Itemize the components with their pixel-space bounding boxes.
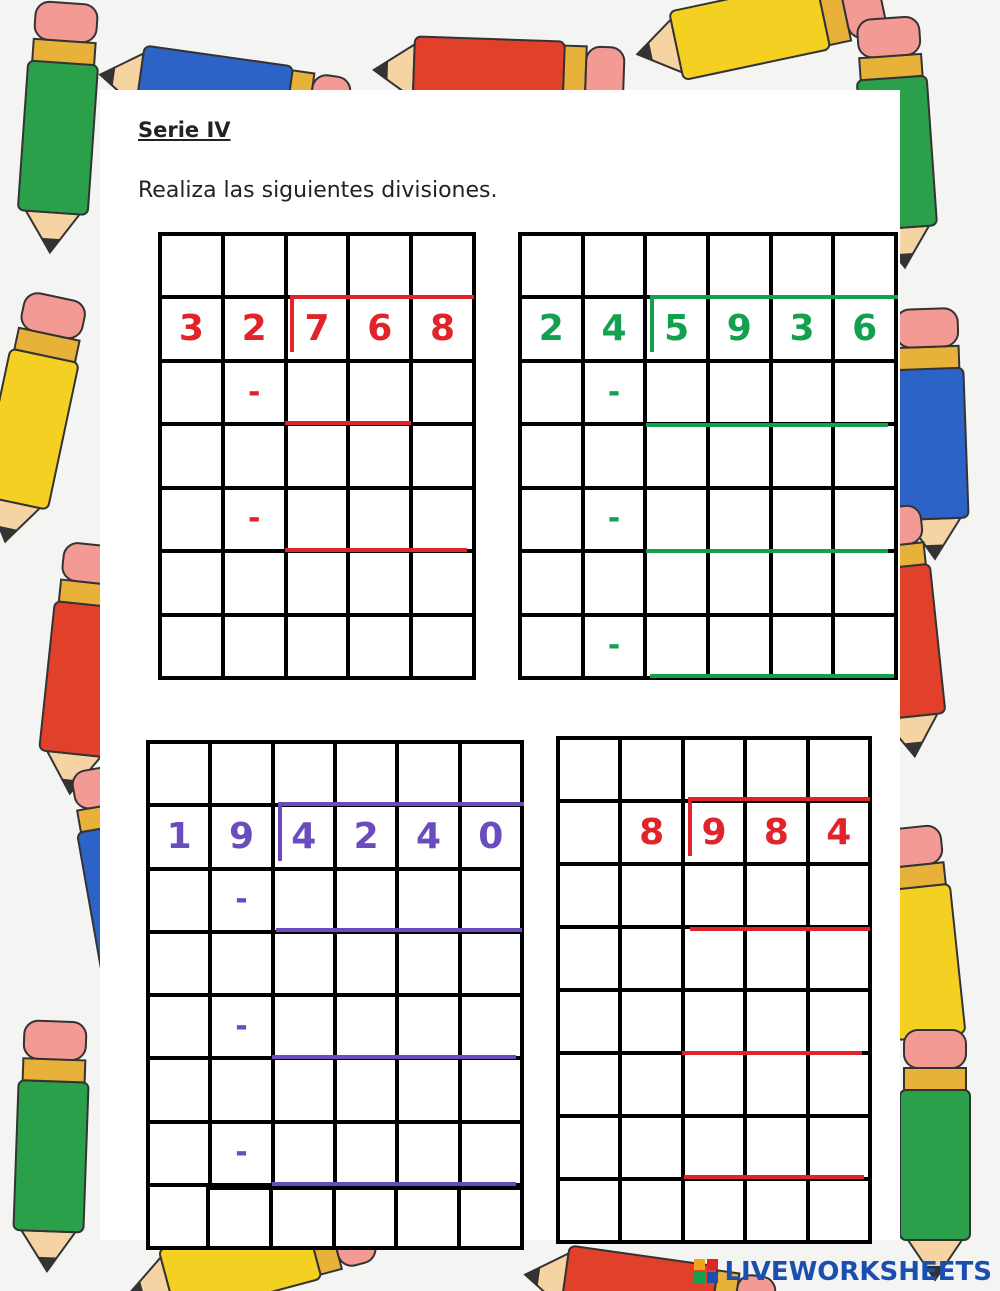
grid-cell[interactable] xyxy=(150,871,208,930)
division-bracket-4-top xyxy=(688,797,870,801)
dividend-digit xyxy=(413,299,472,358)
grid-cell[interactable] xyxy=(288,490,347,549)
digit-text: 0 xyxy=(478,815,504,857)
grid-cell[interactable] xyxy=(560,803,618,862)
grid-cell xyxy=(225,363,284,422)
dividend-digit xyxy=(647,299,706,358)
grid-cell[interactable] xyxy=(462,1124,520,1183)
grid-cell[interactable] xyxy=(275,1060,333,1119)
grid-cell[interactable] xyxy=(275,934,333,993)
grid-cell[interactable] xyxy=(685,1181,743,1240)
digit-text: 4 xyxy=(415,815,442,857)
grid-cell[interactable] xyxy=(337,1060,395,1119)
grid-cell[interactable] xyxy=(560,992,618,1051)
divisor-digit xyxy=(150,807,208,866)
grid-cell[interactable] xyxy=(212,1060,270,1119)
subtraction-line-2c xyxy=(650,674,894,678)
grid-cell[interactable] xyxy=(399,744,457,803)
grid-cell[interactable] xyxy=(212,934,270,993)
dividend-digit xyxy=(337,807,395,866)
grid-cell[interactable] xyxy=(747,740,805,799)
digit-text: 4 xyxy=(601,308,627,350)
minus-sign: - xyxy=(235,1008,248,1044)
grid-cell[interactable] xyxy=(560,929,618,988)
watermark: LIVEWORKSHEETS xyxy=(724,1257,992,1287)
grid-cell[interactable] xyxy=(810,929,868,988)
grid-cell[interactable] xyxy=(275,1124,333,1183)
subtraction-line-4a xyxy=(690,927,870,931)
subtraction-line-4c xyxy=(684,1175,864,1179)
grid-cell[interactable] xyxy=(350,553,409,612)
grid-cell[interactable] xyxy=(835,363,894,422)
division-grid-2 xyxy=(518,232,898,680)
digit-text: 2 xyxy=(241,308,267,350)
grid-cell[interactable] xyxy=(522,617,581,676)
division-grid-3 xyxy=(146,740,524,1250)
answer-cell[interactable] xyxy=(336,1190,395,1246)
worksheet-instruction: Realiza las siguientes divisiones. xyxy=(138,178,498,203)
grid-cell[interactable] xyxy=(710,426,769,485)
division-bracket-4-vertical xyxy=(688,798,692,856)
grid-cell[interactable] xyxy=(747,1181,805,1240)
grid-cell[interactable] xyxy=(685,1055,743,1114)
liveworksheets-logo-icon xyxy=(694,1259,718,1283)
digit-text: 2 xyxy=(538,308,564,350)
divisor-digit xyxy=(212,807,270,866)
grid-cell[interactable] xyxy=(522,553,581,612)
grid-cell[interactable] xyxy=(225,617,284,676)
grid-cell[interactable] xyxy=(162,617,221,676)
digit-text: 3 xyxy=(789,308,815,350)
dividend-digit xyxy=(835,299,894,358)
grid-cell[interactable] xyxy=(150,1187,208,1246)
grid-cell[interactable] xyxy=(560,740,618,799)
grid-cell xyxy=(212,997,270,1056)
grid-cell[interactable] xyxy=(773,553,832,612)
grid-cell[interactable] xyxy=(288,363,347,422)
grid-cell[interactable] xyxy=(647,236,706,295)
grid-cell[interactable] xyxy=(399,1060,457,1119)
grid-cell xyxy=(212,1124,270,1183)
divisor-digit xyxy=(162,299,221,358)
grid-cell[interactable] xyxy=(835,553,894,612)
division-grid-4 xyxy=(556,736,872,1244)
digit-text: 3 xyxy=(178,308,204,350)
division-bracket-3-vertical xyxy=(278,803,282,861)
grid-cell[interactable] xyxy=(225,553,284,612)
grid-cell[interactable] xyxy=(288,617,347,676)
grid-cell[interactable] xyxy=(710,553,769,612)
dividend-digit xyxy=(685,803,743,862)
grid-cell[interactable] xyxy=(350,490,409,549)
grid-cell[interactable] xyxy=(399,1124,457,1183)
divisor-digit xyxy=(622,803,680,862)
digit-text: 9 xyxy=(701,811,727,853)
grid-cell[interactable] xyxy=(810,992,868,1051)
grid-cell[interactable] xyxy=(413,617,472,676)
dividend-digit xyxy=(399,807,457,866)
grid-cell xyxy=(585,617,644,676)
grid-cell[interactable] xyxy=(747,1118,805,1177)
grid-cell[interactable] xyxy=(647,617,706,676)
division-bracket-1-top xyxy=(290,295,474,299)
grid-cell[interactable] xyxy=(710,617,769,676)
grid-cell[interactable] xyxy=(835,490,894,549)
dividend-digit xyxy=(810,803,868,862)
answer-row-3 xyxy=(206,1186,524,1250)
grid-cell[interactable] xyxy=(337,744,395,803)
grid-cell[interactable] xyxy=(622,1118,680,1177)
grid-cell[interactable] xyxy=(835,617,894,676)
grid-cell[interactable] xyxy=(350,426,409,485)
grid-cell[interactable] xyxy=(162,363,221,422)
digit-text: 4 xyxy=(291,815,317,857)
minus-sign: - xyxy=(235,1135,248,1171)
grid-cell[interactable] xyxy=(212,744,270,803)
grid-cell[interactable] xyxy=(162,490,221,549)
grid-cell[interactable] xyxy=(685,929,743,988)
grid-cell[interactable] xyxy=(773,236,832,295)
grid-cell[interactable] xyxy=(747,992,805,1051)
grid-cell[interactable] xyxy=(462,1060,520,1119)
grid-cell[interactable] xyxy=(622,1055,680,1114)
grid-cell[interactable] xyxy=(560,1118,618,1177)
divisor-digit xyxy=(522,299,581,358)
digit-text: 9 xyxy=(726,308,752,350)
dividend-digit xyxy=(710,299,769,358)
digit-text: 2 xyxy=(353,815,379,857)
grid-cell[interactable] xyxy=(685,866,743,925)
grid-cell[interactable] xyxy=(685,1118,743,1177)
dividend-digit xyxy=(462,807,520,866)
grid-cell[interactable] xyxy=(773,617,832,676)
minus-sign: - xyxy=(607,374,621,410)
grid-cell[interactable] xyxy=(413,236,472,295)
grid-cell[interactable] xyxy=(522,236,581,295)
grid-cell[interactable] xyxy=(225,236,284,295)
grid-cell[interactable] xyxy=(288,236,347,295)
grid-cell[interactable] xyxy=(522,363,581,422)
grid-cell[interactable] xyxy=(747,929,805,988)
grid-cell[interactable] xyxy=(350,617,409,676)
grid-cell[interactable] xyxy=(560,866,618,925)
grid-cell[interactable] xyxy=(685,740,743,799)
answer-cell[interactable] xyxy=(273,1190,332,1246)
division-bracket-2-vertical xyxy=(650,296,654,352)
grid-cell[interactable] xyxy=(773,490,832,549)
division-grid-1 xyxy=(158,232,476,680)
dividend-digit xyxy=(747,803,805,862)
digit-text: 4 xyxy=(826,811,852,853)
dividend-digit xyxy=(275,807,333,866)
subtraction-line-3a xyxy=(276,928,522,932)
grid-cell[interactable] xyxy=(560,1181,618,1240)
grid-cell[interactable] xyxy=(773,363,832,422)
grid-cell[interactable] xyxy=(275,997,333,1056)
grid-cell[interactable] xyxy=(685,992,743,1051)
grid-cell[interactable] xyxy=(585,426,644,485)
grid-cell[interactable] xyxy=(162,236,221,295)
answer-cell[interactable] xyxy=(210,1190,269,1246)
subtraction-line-3b xyxy=(272,1055,516,1059)
grid-cell[interactable] xyxy=(810,740,868,799)
division-bracket-3-top xyxy=(278,802,524,806)
grid-cell[interactable] xyxy=(710,490,769,549)
digit-text: 9 xyxy=(228,815,255,857)
grid-cell xyxy=(585,363,644,422)
digit-text: 8 xyxy=(763,811,789,853)
grid-cell[interactable] xyxy=(835,426,894,485)
grid-cell xyxy=(212,871,270,930)
grid-cell[interactable] xyxy=(337,871,395,930)
minus-sign: - xyxy=(247,374,261,410)
digit-text: 1 xyxy=(166,815,192,857)
grid-cell[interactable] xyxy=(622,929,680,988)
grid-cell[interactable] xyxy=(150,744,208,803)
divisor-digit xyxy=(585,299,644,358)
grid-cell[interactable] xyxy=(622,992,680,1051)
grid-cell[interactable] xyxy=(150,1060,208,1119)
dividend-digit xyxy=(350,299,409,358)
grid-cell[interactable] xyxy=(622,866,680,925)
grid-cell[interactable] xyxy=(647,490,706,549)
grid-cell[interactable] xyxy=(622,1181,680,1240)
digit-text: 6 xyxy=(852,308,878,350)
grid-cell[interactable] xyxy=(150,997,208,1056)
subtraction-line-2b xyxy=(646,549,888,553)
digit-text: 6 xyxy=(367,308,393,350)
divisor-digit xyxy=(225,299,284,358)
grid-cell xyxy=(225,490,284,549)
grid-cell[interactable] xyxy=(413,426,472,485)
grid-cell[interactable] xyxy=(275,744,333,803)
grid-cell[interactable] xyxy=(710,363,769,422)
grid-cell[interactable] xyxy=(225,426,284,485)
grid-cell[interactable] xyxy=(647,363,706,422)
subtraction-line-2a xyxy=(646,423,888,427)
grid-cell[interactable] xyxy=(413,490,472,549)
division-bracket-2-top xyxy=(650,295,898,299)
grid-cell[interactable] xyxy=(585,236,644,295)
grid-cell[interactable] xyxy=(710,236,769,295)
digit-text: 5 xyxy=(664,308,690,350)
subtraction-line-1a xyxy=(285,421,411,425)
grid-cell[interactable] xyxy=(288,426,347,485)
dividend-digit xyxy=(773,299,832,358)
grid-cell[interactable] xyxy=(162,553,221,612)
grid-cell[interactable] xyxy=(413,363,472,422)
grid-cell[interactable] xyxy=(337,1124,395,1183)
grid-cell[interactable] xyxy=(747,866,805,925)
digit-text: 7 xyxy=(304,308,330,350)
grid-cell[interactable] xyxy=(810,1181,868,1240)
answer-cell[interactable] xyxy=(461,1190,520,1246)
grid-cell[interactable] xyxy=(337,997,395,1056)
grid-cell[interactable] xyxy=(350,236,409,295)
subtraction-line-4b xyxy=(682,1051,862,1055)
grid-cell[interactable] xyxy=(810,866,868,925)
grid-cell[interactable] xyxy=(773,426,832,485)
grid-cell[interactable] xyxy=(747,1055,805,1114)
digit-text: 8 xyxy=(639,811,665,853)
grid-cell[interactable] xyxy=(560,1055,618,1114)
subtraction-line-1b xyxy=(285,548,467,552)
grid-cell[interactable] xyxy=(399,871,457,930)
minus-sign: - xyxy=(235,882,248,918)
grid-cell[interactable] xyxy=(162,426,221,485)
grid-cell[interactable] xyxy=(288,553,347,612)
grid-cell[interactable] xyxy=(647,553,706,612)
grid-cell[interactable] xyxy=(522,426,581,485)
digit-text: 8 xyxy=(430,308,456,350)
grid-cell[interactable] xyxy=(399,997,457,1056)
grid-cell[interactable] xyxy=(462,871,520,930)
minus-sign: - xyxy=(607,501,621,537)
grid-cell xyxy=(585,490,644,549)
worksheet-title: Serie IV xyxy=(138,118,231,142)
grid-cell[interactable] xyxy=(622,740,680,799)
grid-cell[interactable] xyxy=(810,1055,868,1114)
minus-sign: - xyxy=(607,628,621,664)
grid-cell[interactable] xyxy=(522,490,581,549)
grid-cell[interactable] xyxy=(150,1124,208,1183)
grid-cell[interactable] xyxy=(810,1118,868,1177)
grid-cell[interactable] xyxy=(275,871,333,930)
grid-cell[interactable] xyxy=(150,934,208,993)
minus-sign: - xyxy=(247,501,261,537)
grid-cell[interactable] xyxy=(835,236,894,295)
dividend-digit xyxy=(288,299,347,358)
grid-cell[interactable] xyxy=(399,934,457,993)
grid-cell[interactable] xyxy=(462,997,520,1056)
grid-cell[interactable] xyxy=(413,553,472,612)
grid-cell[interactable] xyxy=(585,553,644,612)
answer-cell[interactable] xyxy=(398,1190,457,1246)
grid-cell[interactable] xyxy=(462,934,520,993)
grid-cell[interactable] xyxy=(647,426,706,485)
grid-cell[interactable] xyxy=(350,363,409,422)
division-bracket-1-vertical xyxy=(290,296,294,352)
grid-cell[interactable] xyxy=(337,934,395,993)
grid-cell[interactable] xyxy=(462,744,520,803)
